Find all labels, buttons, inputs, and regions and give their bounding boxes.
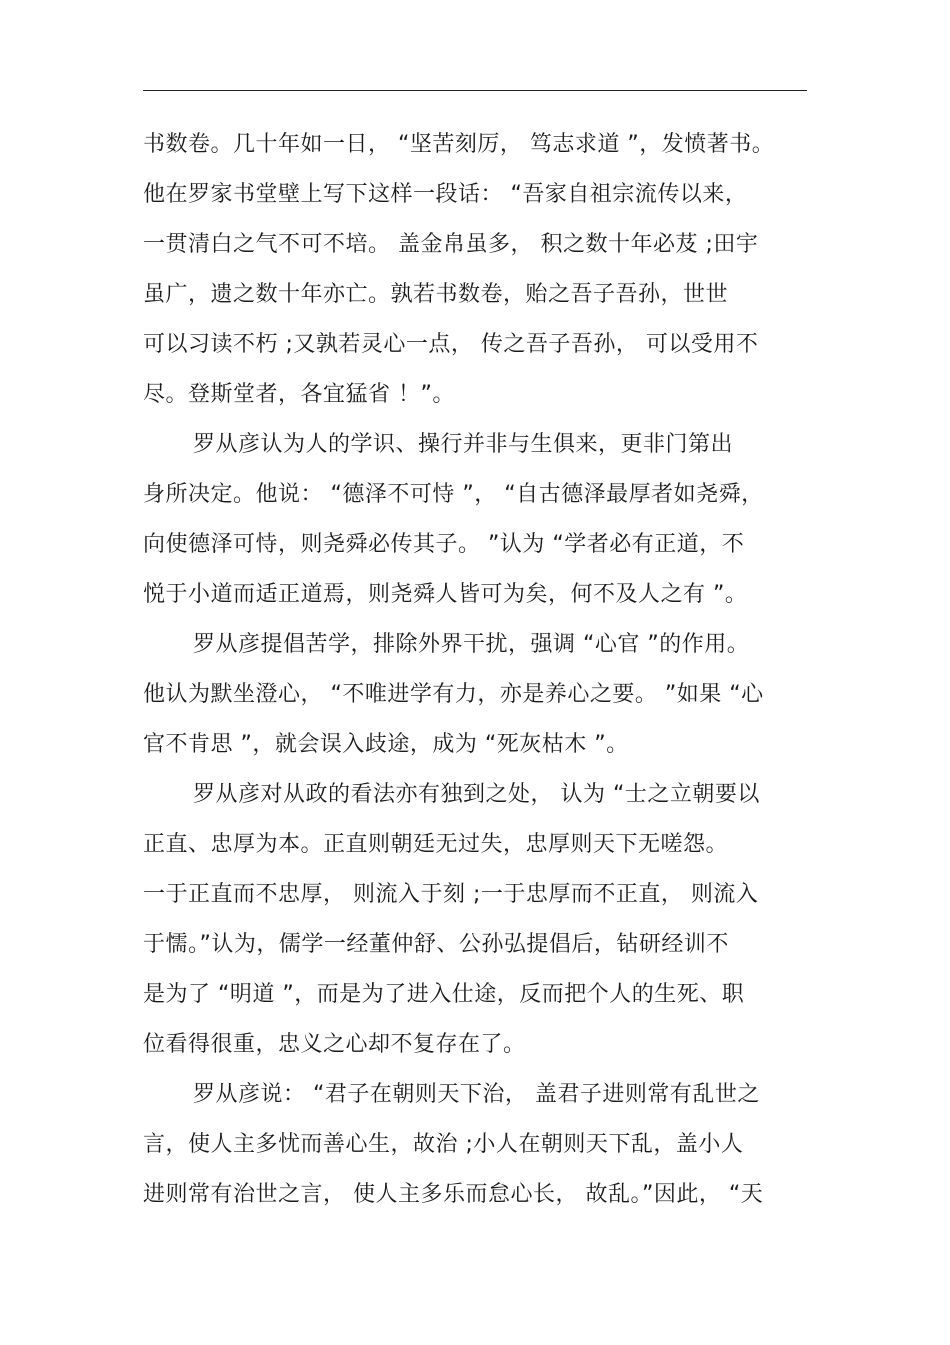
- text-line: 正直、忠厚为本。正直则朝廷无过失，忠厚则天下无嗟怨。: [143, 832, 729, 857]
- text-line: 罗从彦说： “君子在朝则天下治， 盖君子进则常有乱世之: [193, 1082, 760, 1107]
- text-line: 罗从彦提倡苦学，排除外界干扰，强调 “心官 ”的作用。: [193, 632, 750, 657]
- text-line: 位看得很重，忠义之心却不复存在了。: [143, 1032, 526, 1057]
- text-line: 是为了 “明道 ”，而是为了进入仕途，反而把个人的生死、职: [143, 982, 745, 1007]
- text-line: 书数卷。几十年如一日， “坚苦刻厉， 笃志求道 ”，发愤著书。: [143, 132, 775, 157]
- text-line: 一于正直而不忠厚， 则流入于刻 ;一于忠厚而不正直， 则流入: [143, 882, 759, 907]
- text-line: 他认为默坐澄心， “不唯进学有力，亦是养心之要。 ”如果 “心: [143, 682, 764, 707]
- text-line: 言，使人主多忧而善心生，故治 ;小人在朝则天下乱，盖小人: [143, 1132, 744, 1157]
- body-text: [143, 120, 813, 1220]
- text-line: 一贯清白之气不可不培。 盖金帛虽多， 积之数十年必芨 ;田宇: [143, 232, 759, 257]
- text-line: 他在罗家书堂壁上写下这样一段话： “吾家自祖宗流传以来，: [143, 182, 748, 207]
- text-line: 尽。登斯堂者，各宜猛省 ！”。: [143, 382, 455, 407]
- text-line: 罗从彦对从政的看法亦有独到之处， 认为 “士之立朝要以: [193, 782, 760, 807]
- text-line: 可以习读不朽 ;又孰若灵心一点， 传之吾子吾孙， 可以受用不: [143, 332, 759, 357]
- text-line: 官不肯思 ”，就会误入歧途，成为 “死灰枯木 ”。: [143, 732, 629, 757]
- text-line: 身所决定。他说： “德泽不可恃 ”， “自古德泽最厚者如尧舜，: [143, 482, 764, 507]
- text-line: 虽广，遗之数十年亦亡。孰若书数卷，贻之吾子吾孙，世世: [143, 282, 729, 307]
- text-line: 向使德泽可恃，则尧舜必传其子。 ”认为 “学者必有正道，不: [143, 532, 745, 557]
- text-line: 于懦。”认为，儒学一经董仲舒、公孙弘提倡后，钻研经训不: [143, 932, 729, 957]
- header-rule: [143, 90, 807, 91]
- text-line: 进则常有治世之言， 使人主多乐而怠心长， 故乱。”因此， “天: [143, 1182, 764, 1207]
- text-line: 悦于小道而适正道焉，则尧舜人皆可为矣，何不及人之有 ”。: [143, 582, 748, 607]
- text-line: 罗从彦认为人的学识、操行并非与生俱来，更非门第出: [193, 432, 734, 457]
